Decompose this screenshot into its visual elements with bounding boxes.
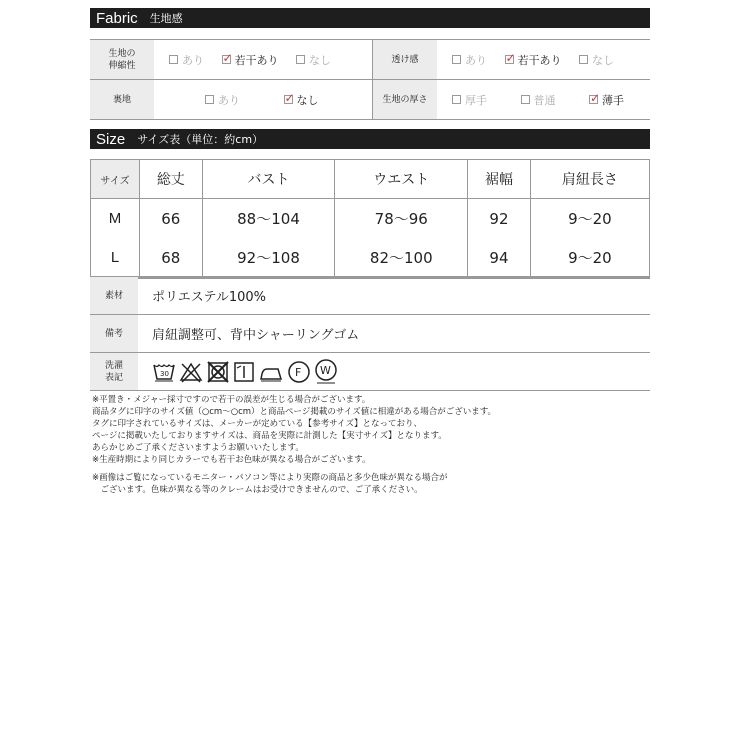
fabric-title-en: Fabric [96, 9, 138, 27]
table-cell: 9〜20 [530, 238, 649, 278]
size-header-cell: ウエスト [335, 160, 468, 199]
option-item [452, 52, 487, 68]
stretch-label: 生地の 伸縮性 [90, 40, 154, 80]
thickness-options [437, 80, 650, 120]
footnote-line: ページに掲載いたしておりますサイズは、商品を実際に計測した【実寸サイズ】となります。 [92, 431, 447, 441]
notes-row [90, 315, 650, 353]
option-item [222, 52, 279, 68]
table-cell: 94 [468, 238, 531, 278]
size-header-cell: 肩紐長さ [530, 160, 649, 199]
fabric-table [90, 39, 650, 120]
iron-low-icon [258, 361, 284, 383]
table-cell: 88〜104 [202, 199, 335, 239]
checkbox-checked [589, 95, 598, 104]
option-label: 若干あり [234, 53, 279, 67]
option-label: なし [309, 53, 331, 67]
option-item [521, 92, 556, 108]
wet-clean-w-icon [314, 359, 338, 385]
option-item [505, 52, 562, 68]
checkbox-checked [284, 95, 293, 104]
table-row [91, 238, 650, 278]
option-label: あり [465, 53, 487, 67]
size-header-cell: 裾幅 [468, 160, 531, 199]
option-item [205, 92, 240, 108]
material-label: 素材 [90, 277, 138, 315]
option-label: 若干あり [517, 53, 562, 67]
checkbox [169, 55, 178, 64]
option-label: あり [182, 53, 204, 67]
table-cell: 82〜100 [335, 238, 468, 278]
footnote-line: タグに印字されているサイズは、メーカーが定めている【参考サイズ】となっており、 [92, 419, 422, 429]
size-label-cell: M [91, 199, 140, 239]
info-table [90, 276, 650, 391]
notes-value: 肩紐調整可、背中シャーリングゴム [138, 315, 650, 353]
size-label-cell: L [91, 238, 140, 278]
care-icons [138, 353, 650, 391]
svg-text:F: F [295, 365, 302, 379]
fabric-title-jp: 生地感 [149, 12, 183, 25]
footnote-line: 商品タグに印字のサイズ値（○cm〜○cm）と商品ページ掲載のサイズ値に相違がある場合がございます。 [92, 407, 497, 417]
checkbox [452, 95, 461, 104]
size-header-cell: サイズ [91, 160, 140, 199]
transparency-label: 透け感 [373, 40, 438, 80]
footnote-line: ※平置き・メジャー採寸ですので若干の誤差が生じる場合がございます。 [92, 395, 371, 405]
option-label: なし [296, 93, 319, 107]
material-value: ポリエステル100% [138, 277, 650, 315]
fabric-row [90, 40, 650, 80]
size-title-jp: サイズ表（単位：約cm） [137, 133, 264, 146]
thickness-label: 生地の厚さ [373, 80, 438, 120]
option-item [284, 92, 319, 108]
checkbox [579, 55, 588, 64]
checkbox [205, 95, 214, 104]
option-label: 厚手 [465, 93, 487, 107]
table-cell: 9〜20 [530, 199, 649, 239]
line-dry-icon [233, 361, 255, 383]
option-item [169, 52, 204, 68]
checkbox [452, 55, 461, 64]
option-item [579, 52, 614, 68]
care-row [90, 353, 650, 391]
material-row [90, 277, 650, 315]
checkbox-checked [505, 55, 514, 64]
size-header-cell: バスト [202, 160, 335, 199]
table-cell: 92〜108 [202, 238, 335, 278]
option-label: 薄手 [602, 93, 624, 107]
table-cell: 68 [140, 238, 203, 278]
checkbox [296, 55, 305, 64]
size-table [90, 159, 650, 279]
size-title-en: Size [96, 130, 126, 148]
transparency-options [437, 40, 650, 80]
wash-30-icon [152, 361, 176, 383]
lining-label: 裏地 [90, 80, 154, 120]
lining-options [154, 80, 373, 120]
footnote-line: ございます。色味が異なる等のクレームはお受けできませんので、ご了承ください。 [92, 485, 423, 495]
size-section-header [90, 129, 650, 149]
checkbox-checked [222, 55, 231, 64]
fabric-row [90, 80, 650, 120]
option-item [589, 92, 624, 108]
table-cell: 66 [140, 199, 203, 239]
dry-clean-f-icon [287, 360, 311, 384]
footnote-line: ※画像はご覧になっているモニター・パソコン等により実際の商品と多少色味が異なる場合が [92, 473, 448, 483]
footnotes [92, 394, 496, 496]
table-row [91, 199, 650, 239]
table-cell: 78〜96 [335, 199, 468, 239]
svg-text:W: W [320, 363, 331, 377]
footnote-line: あらかじめご了承くださいますようお願いいたします。 [92, 443, 304, 453]
fabric-section-header [90, 8, 650, 28]
option-item [296, 52, 331, 68]
size-header-cell: 総丈 [140, 160, 203, 199]
option-label: なし [592, 53, 614, 67]
option-item [452, 92, 487, 108]
checkbox [521, 95, 530, 104]
no-tumble-dry-icon [206, 361, 230, 383]
option-label: あり [218, 93, 240, 107]
no-bleach-icon [179, 361, 203, 383]
size-header-row [91, 160, 650, 199]
svg-text:30: 30 [160, 369, 169, 378]
option-label: 普通 [533, 93, 556, 107]
table-cell: 92 [468, 199, 531, 239]
care-label: 洗濯 表記 [90, 353, 138, 391]
footnote-line: ※生産時期により同じカラーでも若干お色味が異なる場合がございます。 [92, 455, 371, 465]
stretch-options [154, 40, 373, 80]
notes-label: 備考 [90, 315, 138, 353]
